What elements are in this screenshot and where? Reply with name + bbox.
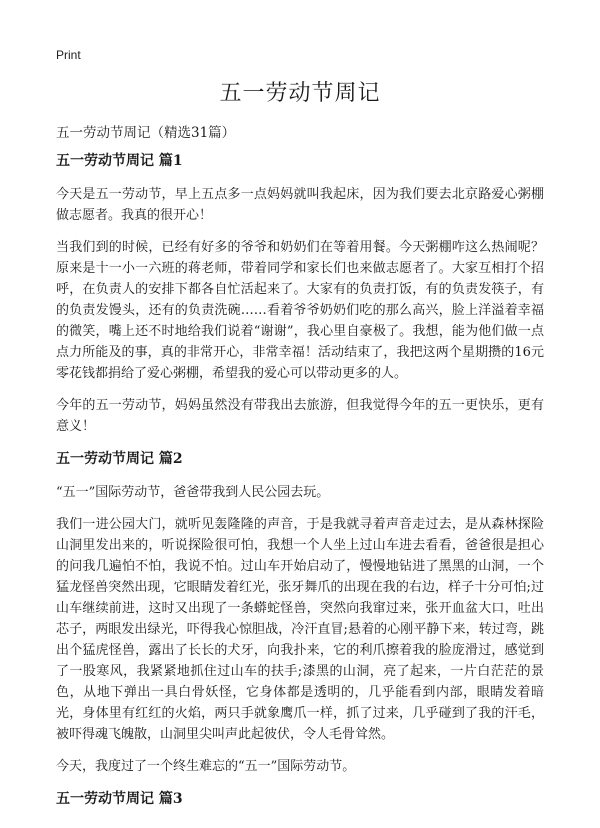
paragraph: 今天是五一劳动节，早上五点多一点妈妈就叫我起床，因为我们要去北京路爱心粥棚做志愿者。我真的很开心！ [56, 187, 544, 223]
document-body [56, 150, 544, 822]
section-heading: 五一劳动节周记 篇2 [56, 451, 183, 467]
paragraph: 我们一进公园大门，就听见轰隆隆的声音，于是我就寻着声音走过去，是从森林探险山洞里发出来的，听说探险很可怕，我想一个人坐上过山车进去看看，爸爸很是担心的问我几遍怕不怕，我说不怕。过山车开始启动了，慢慢地钻进了黑黑的山洞，一个猛龙怪兽突然出现，它眼睛发着红光，张牙舞爪的出现在我的右边，样子十分可怕;过山车继续前进，这时又出现了一条蟒蛇怪兽，突然向我窜过来，张开血盆大口，吐出芯子，两眼发出绿光，吓得我心惊胆战，冷汗直冒;悬着的心刚平静下来，转过弯，跳出个猛虎怪兽，露出了长长的犬牙，向我扑来，它的利爪擦着我的脸庞滑过，感觉到了一股寒风，我紧紧地抓住过山车的扶手;漆黑的山洞，亮了起来，一片白茫茫的景色，从地下弹出一具白骨妖怪，它身体都是透明的，几乎能看到内部，眼睛发着暗光，身体里有红红的火焰，两只手就象鹰爪一样，抓了过来，几乎碰到了我的汗毛，被吓得魂飞魄散，山洞里尖叫声此起彼伏，令人毛骨耸然。 [56, 517, 544, 742]
section-3 [56, 788, 544, 808]
paragraph: 今天，我度过了一个终生难忘的“五一”国际劳动节。 [56, 759, 356, 774]
paragraph: 当我们到的时候，已经有好多的爷爷和奶奶们在等着用餐。今天粥棚咋这么热闹呢？原来是十一小一六班的蒋老师，带着同学和家长们也来做志愿者了。大家互相打个招呼，在负责人的安排下都各自忙活起来了。大家有的负责打饭，有的负责发筷子，有的负责发馒头，还有的负责洗碗……看着爷爷奶奶们吃的那么高兴，脸上洋溢着幸福的微笑，嘴上还不时地给我们说着“谢谢”，我心里自豪极了。我想，能为他们做一点点力所能及的事，真的非常开心，非常幸福！活动结束了，我把这两个星期攒的16元零花钱都捐给了爱心粥棚，希望我的爱心可以带动更多的人。 [56, 240, 544, 381]
paragraph: 今年的五一劳动节，妈妈虽然没有带我出去旅游，但我觉得今年的五一更快乐，更有意义！ [56, 398, 544, 434]
section-1 [56, 150, 544, 437]
section-heading: 五一劳动节周记 篇1 [56, 153, 183, 169]
page-title: 五一劳动节周记 [219, 81, 381, 106]
paragraph: “五一”国际劳动节，爸爸带我到人民公园去玩。 [56, 485, 330, 500]
document-subtitle: 五一劳动节周记（精选31篇） [56, 125, 236, 141]
section-heading: 五一劳动节周记 篇3 [56, 791, 183, 807]
section-2 [56, 448, 544, 777]
print-link[interactable]: Print [56, 48, 81, 62]
